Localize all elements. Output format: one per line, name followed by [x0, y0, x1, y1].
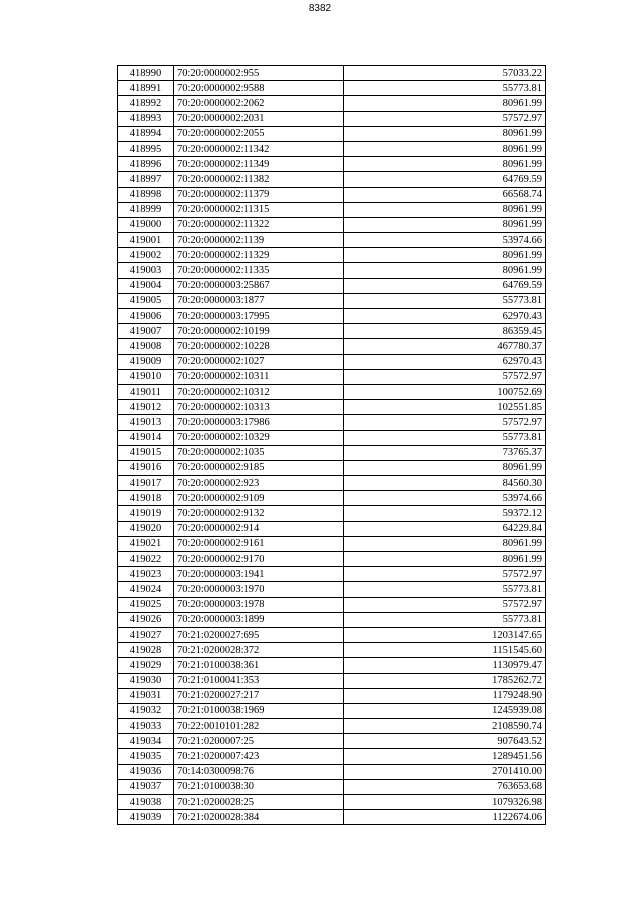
value-cell: 57572.97 — [344, 567, 546, 582]
row-number-cell: 419015 — [118, 445, 174, 460]
row-number-cell: 419029 — [118, 658, 174, 673]
table-row — [118, 597, 546, 612]
table-row — [118, 764, 546, 779]
table-row — [118, 521, 546, 536]
table-row — [118, 96, 546, 111]
row-number-cell: 419011 — [118, 384, 174, 399]
value-cell: 1179248.90 — [344, 688, 546, 703]
row-number-cell: 418992 — [118, 96, 174, 111]
cadastral-number-cell: 70:20:0000002:9161 — [174, 536, 344, 551]
cadastral-number-cell: 70:20:0000002:11382 — [174, 172, 344, 187]
value-cell: 64769.59 — [344, 172, 546, 187]
value-cell: 57572.97 — [344, 415, 546, 430]
value-cell: 1122674.06 — [344, 810, 546, 825]
row-number-cell: 419030 — [118, 673, 174, 688]
row-number-cell: 418990 — [118, 66, 174, 81]
value-cell: 57572.97 — [344, 597, 546, 612]
cadastral-number-cell: 70:21:0100038:30 — [174, 779, 344, 794]
table-row — [118, 141, 546, 156]
table-row — [118, 369, 546, 384]
registry-table-body — [118, 66, 546, 825]
row-number-cell: 419025 — [118, 597, 174, 612]
table-row — [118, 324, 546, 339]
table-row — [118, 309, 546, 324]
row-number-cell: 419006 — [118, 309, 174, 324]
table-row — [118, 627, 546, 642]
row-number-cell: 419005 — [118, 293, 174, 308]
row-number-cell: 418997 — [118, 172, 174, 187]
cadastral-number-cell: 70:21:0200007:25 — [174, 734, 344, 749]
cadastral-number-cell: 70:20:0000002:11329 — [174, 248, 344, 263]
cadastral-number-cell: 70:20:0000002:923 — [174, 476, 344, 491]
table-row — [118, 460, 546, 475]
row-number-cell: 419035 — [118, 749, 174, 764]
row-number-cell: 419021 — [118, 536, 174, 551]
table-row — [118, 582, 546, 597]
table-row — [118, 673, 546, 688]
row-number-cell: 418996 — [118, 157, 174, 172]
cadastral-number-cell: 70:21:0200028:25 — [174, 795, 344, 810]
value-cell: 62970.43 — [344, 309, 546, 324]
value-cell: 55773.81 — [344, 612, 546, 627]
value-cell: 80961.99 — [344, 552, 546, 567]
cadastral-number-cell: 70:21:0200027:695 — [174, 627, 344, 642]
value-cell: 1079326.98 — [344, 795, 546, 810]
value-cell: 86359.45 — [344, 324, 546, 339]
value-cell: 80961.99 — [344, 217, 546, 232]
table-row — [118, 658, 546, 673]
row-number-cell: 419002 — [118, 248, 174, 263]
table-row — [118, 567, 546, 582]
row-number-cell: 419008 — [118, 339, 174, 354]
row-number-cell: 419039 — [118, 810, 174, 825]
row-number-cell: 419037 — [118, 779, 174, 794]
value-cell: 80961.99 — [344, 248, 546, 263]
table-row — [118, 263, 546, 278]
table-row — [118, 476, 546, 491]
cadastral-number-cell: 70:20:0000002:9588 — [174, 81, 344, 96]
cadastral-number-cell: 70:20:0000002:11349 — [174, 157, 344, 172]
row-number-cell: 419001 — [118, 233, 174, 248]
cadastral-number-cell: 70:20:0000003:1941 — [174, 567, 344, 582]
value-cell: 64769.59 — [344, 278, 546, 293]
value-cell: 55773.81 — [344, 430, 546, 445]
value-cell: 80961.99 — [344, 202, 546, 217]
row-number-cell: 419032 — [118, 703, 174, 718]
cadastral-number-cell: 70:20:0000002:2055 — [174, 126, 344, 141]
cadastral-number-cell: 70:20:0000002:2062 — [174, 96, 344, 111]
table-row — [118, 749, 546, 764]
row-number-cell: 419009 — [118, 354, 174, 369]
table-row — [118, 552, 546, 567]
value-cell: 467780.37 — [344, 339, 546, 354]
cadastral-number-cell: 70:20:0000002:10313 — [174, 400, 344, 415]
value-cell: 907643.52 — [344, 734, 546, 749]
cadastral-number-cell: 70:20:0000003:1877 — [174, 293, 344, 308]
table-row — [118, 157, 546, 172]
row-number-cell: 419038 — [118, 795, 174, 810]
cadastral-number-cell: 70:20:0000002:1027 — [174, 354, 344, 369]
table-row — [118, 126, 546, 141]
row-number-cell: 419034 — [118, 734, 174, 749]
table-row — [118, 339, 546, 354]
row-number-cell: 418999 — [118, 202, 174, 217]
cadastral-number-cell: 70:21:0200007:423 — [174, 749, 344, 764]
cadastral-number-cell: 70:14:0300098:76 — [174, 764, 344, 779]
row-number-cell: 419019 — [118, 506, 174, 521]
table-row — [118, 779, 546, 794]
table-row — [118, 536, 546, 551]
value-cell: 57572.97 — [344, 111, 546, 126]
value-cell: 53974.66 — [344, 491, 546, 506]
cadastral-number-cell: 70:20:0000003:1899 — [174, 612, 344, 627]
value-cell: 57572.97 — [344, 369, 546, 384]
row-number-cell: 419023 — [118, 567, 174, 582]
row-number-cell: 419031 — [118, 688, 174, 703]
table-row — [118, 415, 546, 430]
cadastral-number-cell: 70:20:0000002:11322 — [174, 217, 344, 232]
cadastral-number-cell: 70:21:0100041:353 — [174, 673, 344, 688]
page-number: 8382 — [308, 3, 332, 14]
row-number-cell: 419016 — [118, 460, 174, 475]
value-cell: 80961.99 — [344, 126, 546, 141]
cadastral-number-cell: 70:20:0000002:9170 — [174, 552, 344, 567]
value-cell: 2108590.74 — [344, 719, 546, 734]
table-row — [118, 248, 546, 263]
table-row — [118, 612, 546, 627]
cadastral-number-cell: 70:21:0100038:361 — [174, 658, 344, 673]
table-row — [118, 795, 546, 810]
table-row — [118, 172, 546, 187]
table-row — [118, 384, 546, 399]
row-number-cell: 419014 — [118, 430, 174, 445]
row-number-cell: 419012 — [118, 400, 174, 415]
row-number-cell: 418993 — [118, 111, 174, 126]
table-row — [118, 233, 546, 248]
value-cell: 73765.37 — [344, 445, 546, 460]
value-cell: 53974.66 — [344, 233, 546, 248]
value-cell: 1130979.47 — [344, 658, 546, 673]
table-row — [118, 430, 546, 445]
row-number-cell: 418994 — [118, 126, 174, 141]
cadastral-number-cell: 70:20:0000003:25867 — [174, 278, 344, 293]
table-row — [118, 278, 546, 293]
cadastral-number-cell: 70:21:0200028:372 — [174, 643, 344, 658]
table-row — [118, 187, 546, 202]
row-number-cell: 419024 — [118, 582, 174, 597]
table-row — [118, 491, 546, 506]
cadastral-number-cell: 70:20:0000002:10329 — [174, 430, 344, 445]
row-number-cell: 418998 — [118, 187, 174, 202]
row-number-cell: 419007 — [118, 324, 174, 339]
row-number-cell: 418995 — [118, 141, 174, 156]
value-cell: 1151545.60 — [344, 643, 546, 658]
row-number-cell: 419013 — [118, 415, 174, 430]
cadastral-number-cell: 70:20:0000003:1970 — [174, 582, 344, 597]
cadastral-number-cell: 70:20:0000002:11342 — [174, 141, 344, 156]
value-cell: 100752.69 — [344, 384, 546, 399]
cadastral-number-cell: 70:21:0200028:384 — [174, 810, 344, 825]
table-row — [118, 643, 546, 658]
value-cell: 80961.99 — [344, 263, 546, 278]
table-row — [118, 445, 546, 460]
row-number-cell: 419003 — [118, 263, 174, 278]
value-cell: 1245939.08 — [344, 703, 546, 718]
value-cell: 84560.30 — [344, 476, 546, 491]
table-row — [118, 217, 546, 232]
cadastral-number-cell: 70:20:0000003:17995 — [174, 309, 344, 324]
value-cell: 1289451.56 — [344, 749, 546, 764]
value-cell: 57033.22 — [344, 66, 546, 81]
cadastral-number-cell: 70:20:0000002:11335 — [174, 263, 344, 278]
cadastral-number-cell: 70:20:0000002:914 — [174, 521, 344, 536]
table-row — [118, 81, 546, 96]
table-row — [118, 734, 546, 749]
row-number-cell: 419026 — [118, 612, 174, 627]
cadastral-number-cell: 70:20:0000002:955 — [174, 66, 344, 81]
table-row — [118, 202, 546, 217]
registry-table — [117, 65, 546, 825]
cadastral-number-cell: 70:21:0100038:1969 — [174, 703, 344, 718]
row-number-cell: 419027 — [118, 627, 174, 642]
row-number-cell: 418991 — [118, 81, 174, 96]
row-number-cell: 419028 — [118, 643, 174, 658]
value-cell: 55773.81 — [344, 81, 546, 96]
value-cell: 80961.99 — [344, 141, 546, 156]
table-row — [118, 400, 546, 415]
value-cell: 80961.99 — [344, 536, 546, 551]
cadastral-number-cell: 70:22:0010101:282 — [174, 719, 344, 734]
row-number-cell: 419033 — [118, 719, 174, 734]
cadastral-number-cell: 70:20:0000002:9185 — [174, 460, 344, 475]
value-cell: 66568.74 — [344, 187, 546, 202]
cadastral-number-cell: 70:20:0000003:1978 — [174, 597, 344, 612]
value-cell: 102551.85 — [344, 400, 546, 415]
cadastral-number-cell: 70:20:0000002:10312 — [174, 384, 344, 399]
value-cell: 59372.12 — [344, 506, 546, 521]
value-cell: 80961.99 — [344, 460, 546, 475]
value-cell: 80961.99 — [344, 157, 546, 172]
cadastral-number-cell: 70:20:0000002:10311 — [174, 369, 344, 384]
value-cell: 763653.68 — [344, 779, 546, 794]
cadastral-number-cell: 70:20:0000002:1035 — [174, 445, 344, 460]
cadastral-number-cell: 70:20:0000002:9132 — [174, 506, 344, 521]
row-number-cell: 419036 — [118, 764, 174, 779]
table-row — [118, 810, 546, 825]
value-cell: 64229.84 — [344, 521, 546, 536]
row-number-cell: 419010 — [118, 369, 174, 384]
table-row — [118, 506, 546, 521]
table-row — [118, 688, 546, 703]
cadastral-number-cell: 70:20:0000002:11315 — [174, 202, 344, 217]
table-row — [118, 703, 546, 718]
cadastral-number-cell: 70:20:0000002:11379 — [174, 187, 344, 202]
row-number-cell: 419018 — [118, 491, 174, 506]
row-number-cell: 419022 — [118, 552, 174, 567]
row-number-cell: 419000 — [118, 217, 174, 232]
value-cell: 2701410.00 — [344, 764, 546, 779]
cadastral-number-cell: 70:20:0000002:10228 — [174, 339, 344, 354]
value-cell: 62970.43 — [344, 354, 546, 369]
cadastral-number-cell: 70:20:0000002:2031 — [174, 111, 344, 126]
cadastral-number-cell: 70:20:0000002:1139 — [174, 233, 344, 248]
cadastral-number-cell: 70:20:0000002:10199 — [174, 324, 344, 339]
cadastral-number-cell: 70:20:0000003:17986 — [174, 415, 344, 430]
table-row — [118, 354, 546, 369]
table-row — [118, 66, 546, 81]
cadastral-number-cell: 70:21:0200027:217 — [174, 688, 344, 703]
value-cell: 80961.99 — [344, 96, 546, 111]
value-cell: 1785262.72 — [344, 673, 546, 688]
table-row — [118, 719, 546, 734]
value-cell: 1203147.65 — [344, 627, 546, 642]
table-row — [118, 293, 546, 308]
value-cell: 55773.81 — [344, 582, 546, 597]
table-row — [118, 111, 546, 126]
row-number-cell: 419004 — [118, 278, 174, 293]
value-cell: 55773.81 — [344, 293, 546, 308]
cadastral-number-cell: 70:20:0000002:9109 — [174, 491, 344, 506]
row-number-cell: 419017 — [118, 476, 174, 491]
row-number-cell: 419020 — [118, 521, 174, 536]
